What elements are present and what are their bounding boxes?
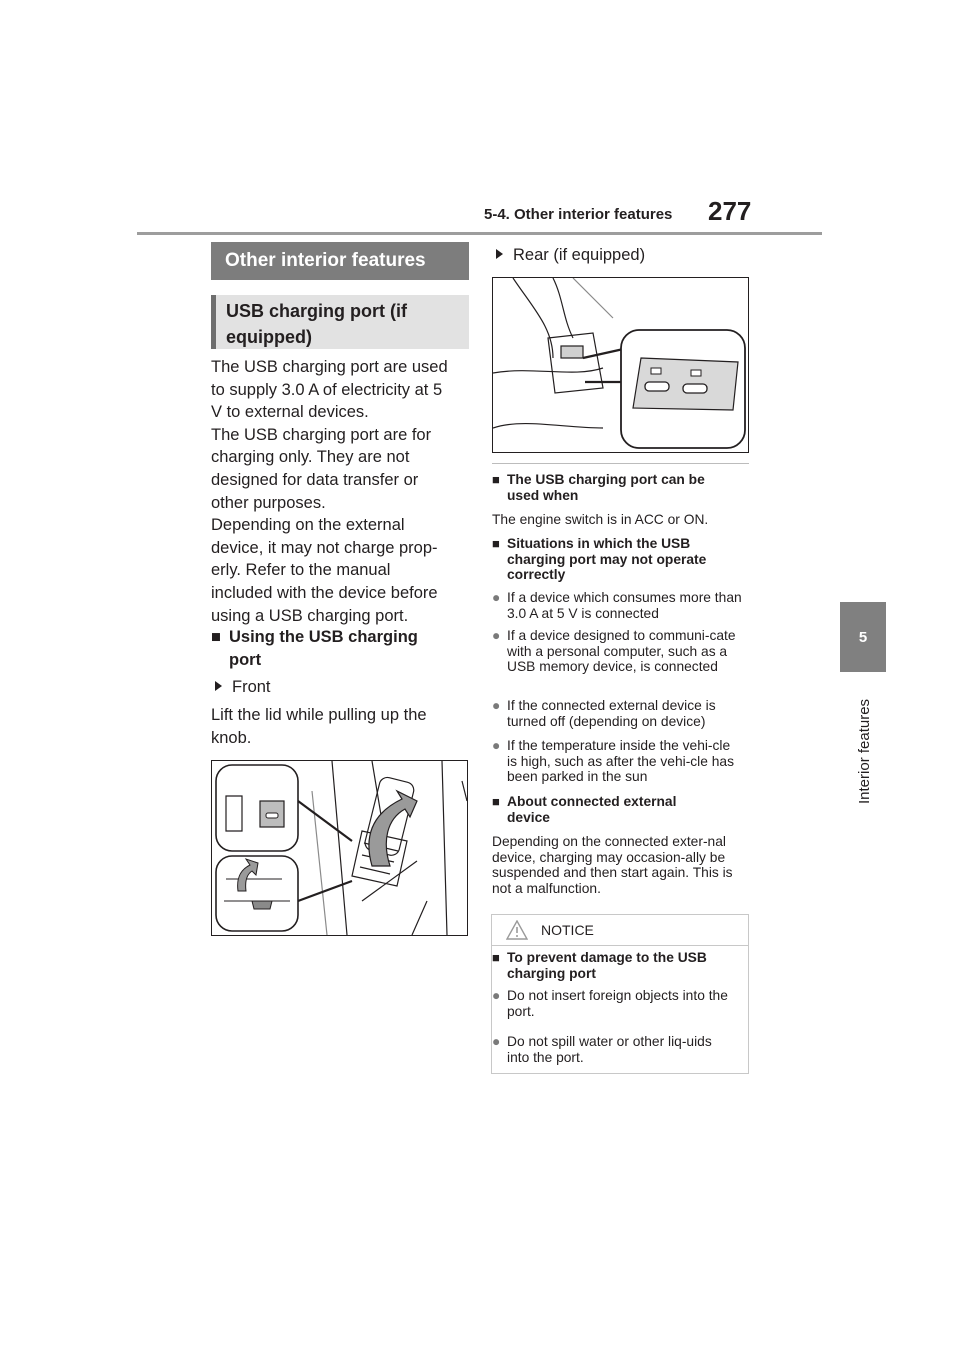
chapter-tab: 5 — [840, 602, 886, 672]
rear-label — [496, 244, 645, 267]
intro-line: using a USB charging port. — [211, 606, 409, 625]
notice-heading-text: To prevent damage to the USB charging port — [507, 950, 707, 981]
square-marker-icon: ■ — [492, 794, 500, 809]
notice-item — [492, 988, 754, 1019]
about-text: Depending on the connected exter-nal device, charging may occasion-ally be suspended and then start again. This is not a malfunction. — [492, 834, 733, 896]
not-operate-heading — [492, 536, 754, 583]
lift-instruction: Lift the lid while pulling up the knob. — [211, 706, 427, 747]
notice-item — [492, 1034, 754, 1065]
intro-line: erly. Refer to the manual — [211, 561, 391, 580]
list-item-text: If the connected external device is turned off (depending on device) — [507, 698, 716, 729]
intro-line: The USB charging port are used — [211, 358, 448, 376]
subheading-text: USB charging port (if equipped) — [226, 301, 407, 347]
intro-line: V to external devices. — [211, 403, 369, 422]
warning-triangle-icon — [506, 920, 528, 940]
about-heading-text: About connected external device — [507, 794, 677, 825]
can-be-used-text: The engine switch is in ACC or ON. — [492, 512, 709, 527]
intro-line: device, it may not charge prop- — [211, 538, 438, 557]
intro-paragraph — [211, 356, 473, 627]
front-label — [215, 676, 271, 699]
front-console-drawing — [212, 761, 467, 935]
section-title: 5-4. Other interior features — [484, 206, 673, 223]
triangle-marker-icon — [496, 249, 503, 259]
chapter-title: Interior features — [856, 698, 873, 804]
intro-line: to supply 3.0 A of electricity at 5 — [211, 380, 443, 399]
bullet-icon: ● — [492, 988, 501, 1003]
bullet-icon: ● — [492, 628, 501, 643]
header-rule — [137, 232, 822, 235]
notice-header — [492, 915, 748, 946]
rear-label-text: Rear (if equipped) — [513, 246, 646, 264]
list-item — [492, 628, 754, 675]
can-be-used-heading-text: The USB charging port can be used when — [507, 472, 705, 503]
notice-title: NOTICE — [541, 922, 594, 938]
list-item — [492, 738, 754, 785]
square-marker-icon: ■ — [492, 472, 500, 487]
square-marker-icon: ■ — [492, 536, 500, 551]
section-divider — [492, 463, 749, 464]
list-item-text: If a device designed to communi-cate with a personal computer, such as a USB memory device, is connected — [507, 628, 736, 674]
rear-console-drawing — [493, 278, 748, 452]
triangle-marker-icon — [215, 681, 222, 691]
square-marker-icon: ■ — [211, 628, 221, 646]
intro-line: other purposes. — [211, 493, 326, 512]
not-operate-heading-text: Situations in which the USB charging port may not operate correctly — [507, 536, 707, 582]
intro-line: The USB charging port are for — [211, 425, 432, 444]
notice-item-text: Do not insert foreign objects into the port. — [507, 988, 728, 1019]
page-number: 277 — [708, 196, 752, 226]
using-heading-text: Using the USB charging port — [229, 628, 418, 669]
bullet-icon: ● — [492, 1034, 501, 1049]
using-heading — [211, 626, 473, 671]
can-be-used-heading — [492, 472, 754, 503]
bullet-icon: ● — [492, 590, 501, 605]
section-banner: Other interior features — [211, 242, 469, 280]
notice-item-text: Do not spill water or other liq-uids into the port. — [507, 1034, 712, 1065]
rear-usb-illustration — [492, 277, 749, 453]
list-item-text: If the temperature inside the vehi-cle is high, such as after the vehi-cle has been parked in the sun — [507, 738, 735, 784]
front-label-text: Front — [232, 678, 271, 696]
subheading — [211, 295, 469, 349]
intro-line: included with the device before — [211, 583, 438, 602]
chapter-label — [854, 684, 874, 804]
notice-heading — [492, 950, 754, 981]
about-heading — [492, 794, 754, 825]
front-usb-illustration — [211, 760, 468, 936]
bullet-icon: ● — [492, 738, 501, 753]
list-item — [492, 590, 754, 621]
list-item-text: If a device which consumes more than 3.0 A at 5 V is connected — [507, 590, 742, 621]
square-marker-icon: ■ — [492, 950, 500, 965]
intro-line: charging only. They are not — [211, 448, 410, 467]
intro-line: Depending on the external — [211, 516, 405, 535]
bullet-icon: ● — [492, 698, 501, 713]
list-item — [492, 698, 754, 729]
intro-line: designed for data transfer or — [211, 470, 419, 489]
